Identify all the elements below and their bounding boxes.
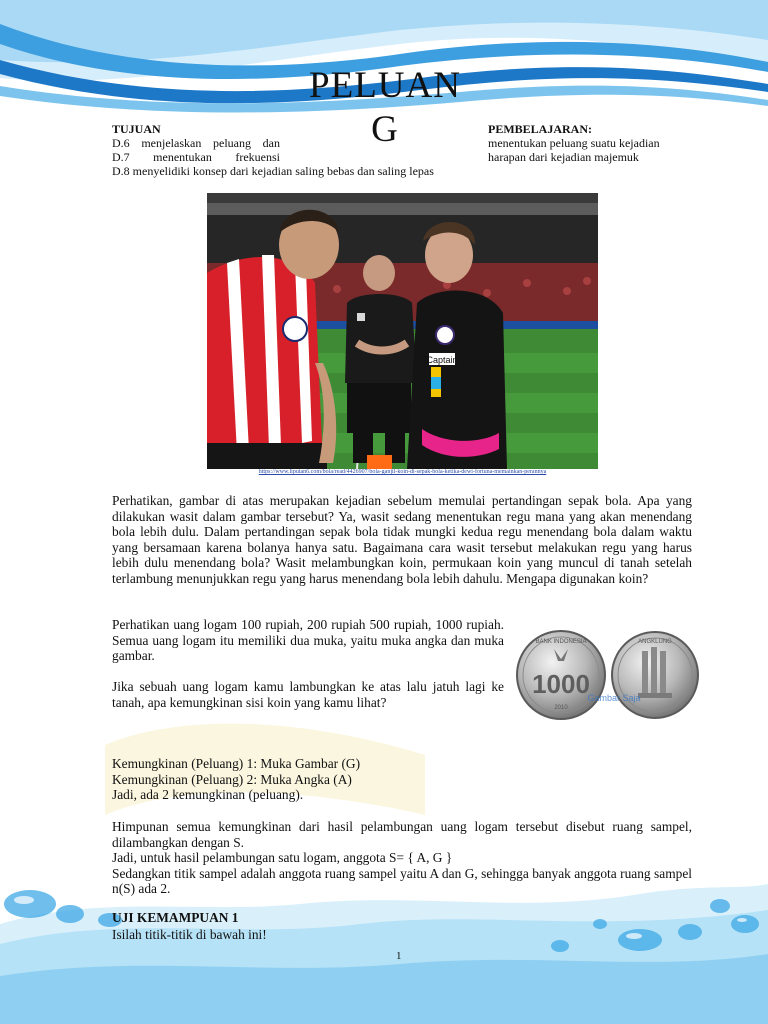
objective-d6-word-2: peluang [213, 136, 251, 150]
coin-overlay-text: Gambar Saja [587, 693, 641, 703]
objective-d6-left [112, 136, 280, 150]
intro-paragraph: Perhatikan, gambar di atas merupakan kejadian sebelum memulai pertandingan sepak bola. Apa yang dilakukan wasit dalam gambar tersebut? Ya, wasit sedang menentukan regu mana yang akan menendang bola lebih dulu. Dalam pertandingan sepak bola tidak mungki kedua regu menendang bola dalam waktu yang bersamaan karena bolanya hanya satu. Bagaimana cara wasit tersebut melakukan regu yang harus lebih dulu menendang bola? Wasit melambungkan koin, permukaan koin yang muncul di tanah setelah terlambung menunjukkan regu yang harus menendang bola lebih dahulu. Mengapa digunakan koin? [112, 493, 692, 586]
section-instruction: Isilah titik-titik di bawah ini! [112, 927, 267, 942]
possibility-summary: Jadi, ada 2 kemungkinan (peluang). [112, 787, 304, 803]
coin-image [514, 627, 700, 723]
objective-d6-word-3: dan [262, 136, 280, 150]
question-paragraph: Jika sebuah uang logam kamu lambungkan ke atas lalu jatuh lagi ke tanah, apa kemungkinan sisi koin yang kamu lihat? [112, 679, 504, 710]
coin-back [612, 632, 698, 718]
objective-d6-code: D.6 [112, 136, 130, 150]
possibility-1: Kemungkinan (Peluang) 1: Muka Gambar (G) [112, 756, 361, 771]
coin-front-year: 2010 [554, 705, 568, 711]
objectives-left [112, 122, 460, 178]
objective-d6-right: menentukan peluang suatu kejadian [488, 136, 660, 150]
coin-front-value: 1000 [532, 669, 590, 699]
coin-paragraph: Perhatikan uang logam 100 rupiah, 200 rupiah 500 rupiah, 1000 rupiah. Semua uang logam itu memiliki dua muka, yaitu muka angka dan muka gambar. [112, 617, 504, 664]
photo-source-link[interactable]: https://www.liputan6.com/bola/read/4426907/bola-ganjil-koin-di-sepak-bola-ketika-dewi-fortuna-memainkan-perannya [258, 469, 547, 475]
sample-space-members: Jadi, untuk hasil pelambungan satu logam, anggota S= { A, G } [112, 850, 453, 866]
section-heading: UJI KEMAMPUAN 1 [112, 910, 239, 925]
coin-front-top-text: BANK INDONESIA [535, 639, 587, 645]
objective-d7-right: harapan dari kejadian majemuk [488, 150, 639, 164]
objectives-heading: TUJUAN [112, 122, 161, 136]
objective-d7-word-1: menentukan [153, 150, 212, 164]
possibilities-block [112, 756, 692, 803]
coin-toss-illustration [207, 193, 598, 469]
coin-front [517, 631, 605, 719]
page-title-line-1: PELUAN [309, 65, 461, 106]
learning-heading: PEMBELAJARAN: [488, 122, 592, 136]
objectives-right [488, 122, 688, 164]
coin-back-top-text: ANGKLUNG [638, 639, 672, 645]
objective-d8: D.8 menyelidiki konsep dari kejadian saling bebas dan saling lepas [112, 164, 434, 178]
bottom-water-decoration [0, 884, 768, 1024]
captain-armband-text: Captain [426, 355, 458, 365]
sample-point-definition: Sedangkan titik sampel adalah anggota ruang sampel yaitu A dan G, sehingga banyak anggota ruang sampel n(S) ada 2. [112, 865, 692, 897]
objective-d7-left [112, 150, 280, 164]
sample-space-definition: Himpunan semua kemungkinan dari hasil pelambungan uang logam tersebut disebut ruang sampel, dilambangkan dengan S. [112, 819, 692, 850]
possibility-2: Kemungkinan (Peluang) 2: Muka Angka (A) [112, 771, 352, 787]
page-title-line-2: G [371, 109, 399, 150]
objective-d6-word-1: menjelaskan [141, 136, 202, 150]
coin-toss-photo [207, 193, 598, 469]
objective-d7-word-2: frekuensi [235, 150, 280, 164]
page-number: 1 [396, 950, 402, 962]
objective-d7-code: D.7 [112, 150, 130, 164]
